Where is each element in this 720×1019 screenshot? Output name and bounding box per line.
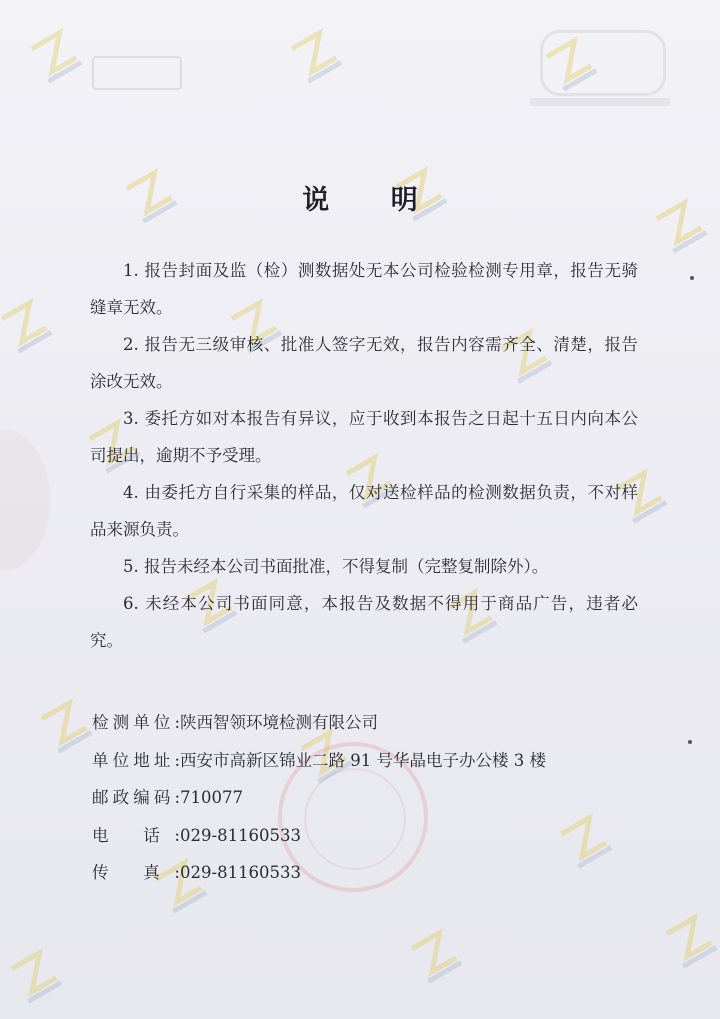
watermark-logo-icon <box>21 21 89 89</box>
phone-value: 029-81160533 <box>180 825 302 845</box>
watermark-logo-icon <box>401 921 469 989</box>
faded-header-text <box>530 98 670 106</box>
contact-row-unit <box>92 704 546 742</box>
notes-list <box>90 252 638 659</box>
fax-label: 传 真: <box>92 863 180 882</box>
note-item: 2. 报告无三级审核、批准人签字无效，报告内容需齐全、清楚，报告涂改无效。 <box>90 335 638 391</box>
note-item: 6. 未经本公司书面同意，本报告及数据不得用于商品广告，违者必究。 <box>90 594 638 650</box>
phone-label: 电 话: <box>92 825 180 845</box>
fax-value: 029-81160533 <box>180 863 302 882</box>
unit-label: 检测单位: <box>92 713 180 732</box>
paper-speck <box>688 740 692 744</box>
paper-stain <box>0 430 50 570</box>
contact-row-postcode <box>92 779 546 817</box>
contact-row-address <box>92 742 546 780</box>
contact-info <box>92 704 546 892</box>
paper-speck <box>690 276 694 280</box>
page-title: 说 明 <box>302 185 444 216</box>
note-item: 4. 由委托方自行采集的样品，仅对送检样品的检测数据负责，不对样品来源负责。 <box>90 483 638 539</box>
unit-value: 陕西智领环境检测有限公司 <box>180 713 378 732</box>
note-item: 1. 报告封面及监（检）测数据处无本公司检验检测专用章，报告无骑缝章无效。 <box>90 261 638 317</box>
address-label: 单位地址: <box>92 750 180 770</box>
note-item: 5. 报告未经本公司书面批准，不得复制（完整复制除外）。 <box>123 557 549 576</box>
address-value: 西安市高新区锦业二路 91 号华晶电子办公楼 3 楼 <box>180 750 546 770</box>
watermark-logo-icon <box>281 21 349 89</box>
contact-row-fax <box>92 854 546 892</box>
contact-row-phone <box>92 817 546 855</box>
watermark-logo-icon <box>551 806 619 874</box>
note-item: 3. 委托方如对本报告有异议，应于收到本报告之日起十五日内向本公司提出，逾期不予受理。 <box>90 409 638 465</box>
watermark-logo-icon <box>0 291 59 359</box>
faded-header-logo <box>92 56 182 90</box>
watermark-logo-icon <box>31 691 99 759</box>
postcode-label: 邮政编码: <box>92 788 180 807</box>
watermark-logo-icon <box>1 941 69 1009</box>
watermark-logo-icon <box>656 906 720 974</box>
postcode-value: 710077 <box>180 788 243 807</box>
